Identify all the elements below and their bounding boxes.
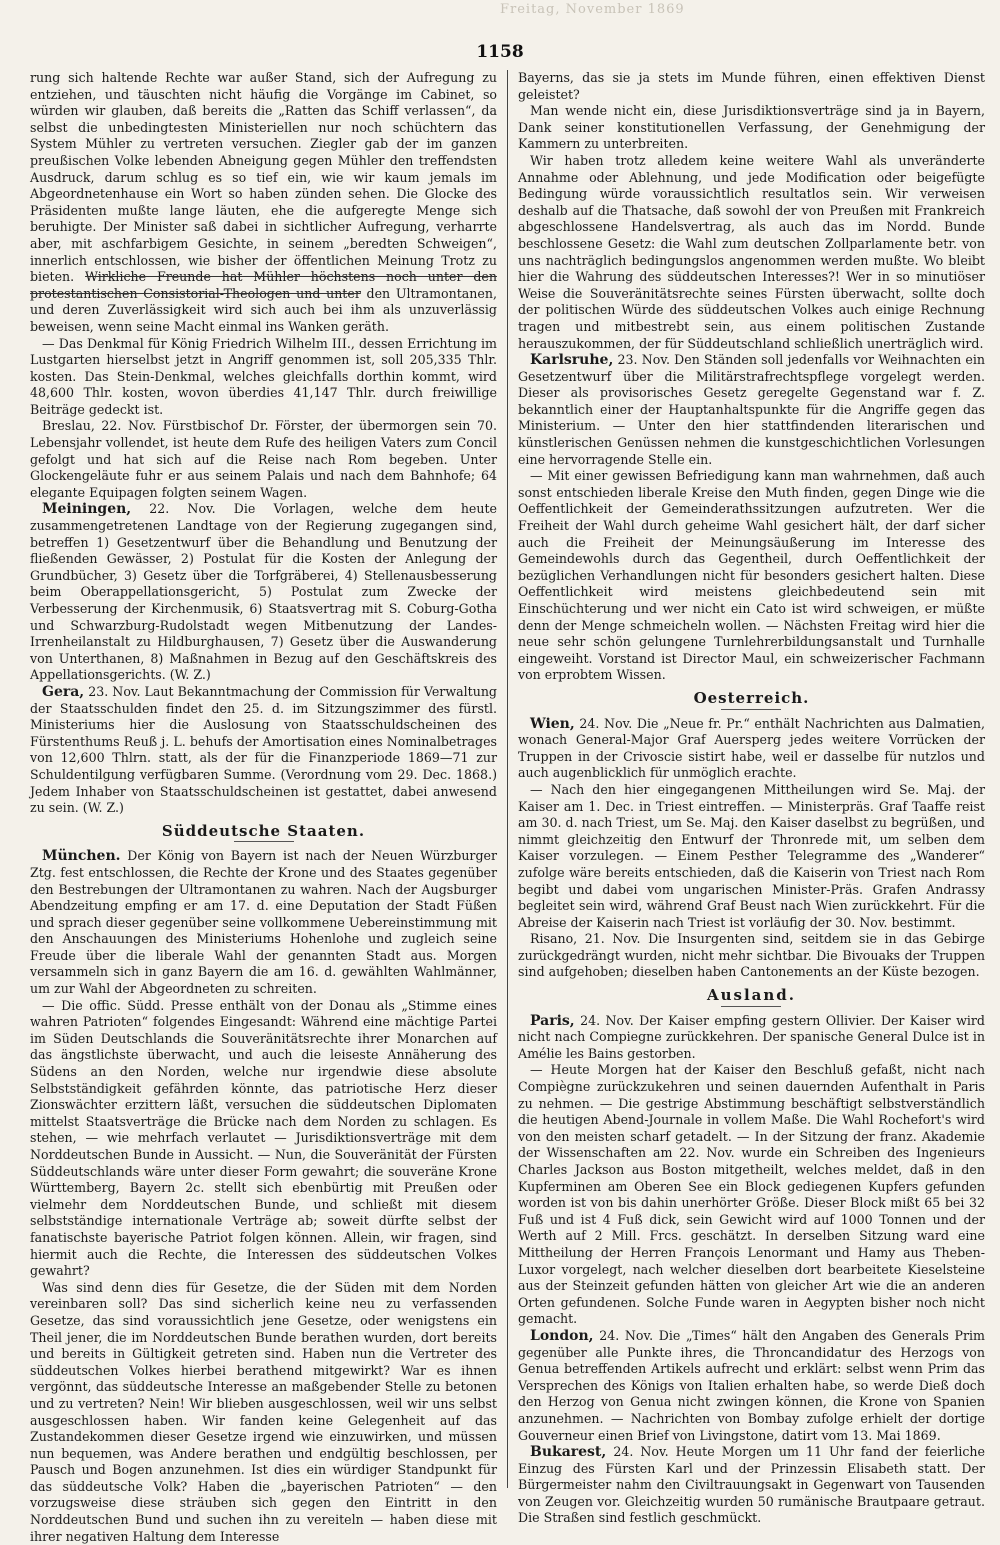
article-paragraph: Breslau, 22. Nov. Fürstbischof Dr. Förster, der übermorgen sein 70. Lebensjahr vollendet, ist heute dem Rufe des heiligen Vaters zum Concil gefolgt und hat sich auf die Reise nach Rom begeben. Unter Glockengeläute fuhr er aus seinem Palais und nach dem Bahnhofe; 64 elegante Equipagen folgten seinem Wagen. — [30, 418, 497, 500]
article-paragraph: Bayerns, das sie ja stets im Munde führen, einen effektiven Dienst geleistet? — [517, 70, 985, 102]
article-paragraph: — Das Denkmal für König Friedrich Wilhelm III., dessen Errichtung im Lustgarten hierselbst jetzt in Angriff genommen ist, soll 205,335 Thlr. kosten. Das Stein-Denkmal, welches gleichfalls dorthin kommt, wird 48,600 Thlr. kosten, wovon überdies 41,147 Thlr. durch freiwillige Beiträge gedeckt ist. — [30, 335, 497, 417]
dateline: Bukarest, — [529, 1444, 607, 1461]
dateline: Meiningen, — [42, 501, 132, 518]
article-paragraph: London, 24. Nov. Die „Times“ hält den Angaben des Generals Prim gegenüber alle Punkte ihres, die Throncandidatur des Herzogs von Genua betreffenden Artikels aufrecht und erklärt: selbst wenn Prim das Versprechen des Königs von Italien erhalten habe, so werde Dieß doch den Herzog von Genua nicht zwingen können, die Krone von Spanien anzunehmen. — Nachrichten von Bombay zufolge erhielt der dortige Gouverneur einen Brief von Livingstone, datirt vom 13. Mai 1869. — [517, 1327, 985, 1443]
article-paragraph: Wien, 24. Nov. Die „Neue fr. Pr.“ enthält Nachrichten aus Dalmatien, wonach General-Major Graf Auersperg jedes weitere Vorrücken der Truppen in der Crivoscie sistirt habe, weil er dasselbe für nutzlos und auch augenblicklich für unmöglich erachte. — [517, 715, 985, 781]
article-paragraph: — Die offic. Südd. Presse enthält von der Donau als „Stimme eines wahren Patrioten“ folgendes Eingesandt: Während eine mächtige Partei im Süden Deutschlands die Souveränitätsrechte ihrer Monarchen auf das ängstlichste überwacht, und auch die leiseste Annäherung des Südens an den Norden, welche nur irgendwie diese absolute Selbstständigkeit gefährden könnte, das patriotische Herz dieser Zionswächter erzittern läßt, versuchen die süddeutschen Diplomaten mittelst Staatsverträge die Brücke nach dem Norden zu schlagen. Es stehen, — wie mehrfach verlautet — Jurisdiktionsverträge mit dem Norddeutschen Bunde in Aussicht. — Nun, die Souveränität der Fürsten Süddeutschlands wäre unter dieser Form gewahrt; die souveräne Krone Württemberg, Bayern 2c. stellt sich ebenbürtig mit Preußen oder vielmehr dem Norddeutschen Bunde, und schließt mit diesem selbstständige internationale Verträge ab; soweit dürfte selbst der fanatischste bayerische Patriot folgen können. Allein, wir fragen, sind hiermit auch die Rechte, die Interessen des süddeutschen Volkes gewahrt? — [30, 997, 497, 1279]
article-paragraph: Meiningen, 22. Nov. Die Vorlagen, welche dem heute zusammengetretenen Landtage von der Regierung zugegangen sind, betreffen 1) Gesetzentwurf über die Behandlung und Benutzung der fließenden Gewässer, 2) Postulat für die Kosten der Anlegung der Grundbücher, 3) Gesetz über die Torfgräberei, 4) Stellenausbesserung beim Oberappellationsgericht, 5) Postulat zum Zwecke der Verbesserung der Kirchenmusik, 6) Staatsvertrag mit S. Coburg-Gotha und Schwarzburg-Rudolstadt wegen Mitbenutzung der Landes-Irrenheilanstalt zu Hildburghausen, 7) Gesetz über die Auswanderung von Unterthanen, 8) Maßnahmen in Bezug auf den Geschäftskreis des Appellationsgerichts. (W. Z.) — [30, 501, 498, 683]
page-number: 1158 — [476, 42, 524, 62]
right-column — [517, 70, 985, 1526]
article-paragraph: Was sind denn dies für Gesetze, die der Süden mit dem Norden vereinbaren soll? Das sind sicherlich keine neu zu verfassenden Gesetze, das sind voraussichtlich jene Gesetze, oder wenigstens ein Theil jener, die im Norddeutschen Bunde berathen wurden, dort bereits und bereits in Gültigkeit getreten sind. Haben nun die Vertreter des süddeutschen Volkes hierbei berathend mitgewirkt? War es ihnen vergönnt, das süddeutsche Interesse an maßgebender Stelle zu betonen und zu vertreten? Nein! Wir blieben ausgeschlossen, weil wir uns selbst ausgeschlossen haben. Wir fanden keine Gelegenheit auf das Zustandekommen dieser Gesetze irgend wie einzuwirken, und müssen nun bequemen, was Andere berathen und endgültig beschlossen, per Pausch und Bogen anzunehmen. Ist dies ein würdiger Standpunkt für das süddeutsche Volk? Haben die „bayerischen Patrioten“ — den vorzugsweise diese sträuben sich gegen den Eintritt in den Norddeutschen Bund und suchen ihn zu vereiteln — haben diese mit ihrer negativen Haltung dem Interesse — [30, 1279, 497, 1544]
dateline: Gera, — [42, 683, 85, 700]
text-columns — [30, 70, 985, 1544]
left-column — [30, 70, 498, 1544]
article-paragraph: Karlsruhe, 23. Nov. Den Ständen soll jedenfalls vor Weihnachten ein Gesetzentwurf über die Militärstrafrechtspflege vorgelegt werden. Dieser als provisorisches Gesetz geregelte Gegenstand war f. Z. bekanntlich einer der Hauptanhaltspunkte für die Angriffe gegen das Ministerium. — Unter den hier stattfindenden literarischen und künstlerischen Genüssen nehmen die kunstgeschichtlichen Vorlesungen eine hervorragende Stelle ein. — [517, 352, 985, 467]
article-paragraph: München. Der König von Bayern ist nach der Neuen Würzburger Ztg. fest entschlossen, die Rechte der Krone und des Staates gegenüber den Bestrebungen der Ultramontanen zu wahren. Nach der Augsburger Abendzeitung empfing er am 17. d. eine Deputation der Stadt Füßen und sprach dieser gegenüber seine vollkommene Uebereinstimmung mit den Anschauungen des Ministeriums Hohenlohe und zugleich seine Freude über die liberale Wahl der genannten Stadt aus. Morgen versammeln sich in ganz Bayern die am 16. d. gewählten Wahlmänner, um zur Wahl der Abgeordneten zu schreiten. — [30, 848, 497, 997]
section-heading: Oesterreich. — [518, 690, 985, 710]
article-paragraph: rung sich haltende Rechte war außer Stand, sich der Aufregung zu entziehen, und täuschten nicht häufig die Vorgänge im Cabinet, so würden wir glauben, daß bereits die „Ratten das Schiff verlassen“, da selbst die unbedingtesten Ministeriellen nur noch schüchtern das System Mühler zu vertreten versuchen. Ziegler gab der im ganzen preußischen Volke lebenden Abneigung gegen Mühler den treffendsten Ausdruck, darum schlug es so tief ein, wie wir kaum jemals im Abgeordnetenhause ein Wort so haben zünden sehen. Die Glocke des Präsidenten mußte lange läuten, ehe die aufgeregte Menge sich beruhigte. Der Minister saß dabei in sichtlicher Aufregung, verharrte aber, mit aschfarbigem Gesichte, in seinem „beredten Schweigen“, innerlich entschlossen, wie bisher der öffentlichen Meinung Trotz zu bieten. Wirkliche Freunde hat Mühler höchstens noch unter den protestantischen Consistorial-Theologen und unter den Ultramontanen, und deren Zuverlässigkeit wird sich auch bei ihm als unzuverlässig beweisen, wenn seine Macht einmal ins Wanken geräth. — [30, 70, 497, 334]
dateline: Karlsruhe, — [529, 352, 614, 369]
struck-through-text: Wirkliche Freunde hat Mühler höchstens noch unter den protestantischen Consistorial-Theologen und unter — [30, 269, 497, 301]
dateline: Wien, — [529, 715, 575, 732]
section-heading: Ausland. — [518, 987, 985, 1007]
article-paragraph: Risano, 21. Nov. Die Insurgenten sind, seitdem sie in das Gebirge zurückgedrängt wurden, nicht mehr sichtbar. Die Bivouaks der Truppen sind aufgehoben; dieselben haben Cantonements an der Küste bezogen. — [517, 931, 985, 980]
section-heading: Süddeutsche Staaten. — [30, 823, 497, 843]
article-paragraph: — Mit einer gewissen Befriedigung kann man wahrnehmen, daß auch sonst entschieden liberale Kreise den Muth finden, gegen Dinge wie die Oeffentlichkeit der Gemeinderathssitzungen aufzutreten. Wer die Freiheit der Wahl durch geheime Wahl gesichert hält, der darf sicher auch die Freiheit der Meinungsäußerung im Interesse des Gemeindewohls durch das Gegentheil, durch Oeffentlichkeit der bezüglichen Verhandlungen nicht für besonders gesichert halten. Diese Oeffentlichkeit wird meistens gleichbedeutend sein mit Einschüchterung und wer nicht ein Cato ist wird schweigen, er müßte denn der Menge schmeicheln wollen. — Nächsten Freitag wird hier die neue sehr schön gelungene Turnlehrerbildungsanstalt und Turnhalle eingeweiht. Vorstand ist Director Maul, ein schweizerischer Fachmann von erprobtem Wissen. — [517, 468, 985, 683]
article-paragraph: Man wende nicht ein, diese Jurisdiktionsverträge sind ja in Bayern, Dank seiner konstitutionellen Verfassung, der Genehmigung der Kammern zu unterbreiten. — [517, 103, 985, 152]
column-rule — [507, 70, 508, 1488]
dateline: Paris, — [529, 1012, 575, 1029]
article-paragraph: Gera, 23. Nov. Laut Bekanntmachung der Commission für Verwaltung der Staatsschulden findet den 25. d. im Sitzungszimmer des fürstl. Ministeriums hier die Auslosung von Staatsschuldscheinen des Fürstenthums Reuß j. L. behufs der Amortisation eines Nominalbetrages von 12,600 Thlrn. statt, als der für die Finanzperiode 1869—71 zur Schuldentilgung verfügbaren Summe. (Verordnung vom 29. Dec. 1868.) Jedem Inhaber von Staatsschuldscheinen ist gestattet, dabei anwesend zu sein. (W. Z.) — [30, 683, 497, 816]
dateline: London, — [529, 1327, 594, 1344]
faint-running-header: Freitag, November 1869 — [500, 2, 685, 17]
article-paragraph: — Heute Morgen hat der Kaiser den Beschluß gefaßt, nicht nach Compiègne zurückzukehren und seinen dauernden Aufenthalt in Paris zu nehmen. — Die gestrige Abstimmung beschäftigt selbstverständlich die heutigen Abend-Journale in vollem Maße. Die Wahl Rochefort's wird von den meisten scharf getadelt. — In der Sitzung der franz. Akademie der Wissenschaften am 22. Nov. wurde ein Schreiben des Ingenieurs Charles Jackson aus Boston mitgetheilt, welches meldet, daß in den Kupferminen am Oberen See ein Block gediegenen Kupfers gefunden worden ist von bis dahin unerhörter Größe. Dieser Block mißt 65 bei 32 Fuß und ist 4 Fuß dick, sein Gewicht wird auf 1000 Tonnen und der Werth auf 2 Mill. Frcs. geschätzt. In derselben Sitzung ward eine Mittheilung der Herren François Lenormant und Hamy aus Theben-Luxor vorgelegt, nach welcher dieselben dort bearbeitete Kieselsteine aus der Steinzeit gefunden hätten von gleicher Art wie die an anderen Orten gefundenen. Solche Funde waren in Aegypten bisher noch nicht gemacht. — [517, 1062, 985, 1327]
dateline: München. — [42, 848, 121, 865]
article-paragraph: — Nach den hier eingegangenen Mittheilungen wird Se. Maj. der Kaiser am 1. Dec. in Triest eintreffen. — Ministerpräs. Graf Taaffe reist am 30. d. nach Triest, um Se. Maj. den Kaiser daselbst zu begrüßen, und nimmt gleichzeitig den Entwurf der Thronrede mit, um selben dem Kaiser vorzulegen. — Einem Pesther Telegramme des „Wanderer“ zufolge wäre bereits entschieden, daß die Kaiserin von Triest nach Rom begibt und dabei vom ungarischen Minister-Präs. Grafen Andrassy begleitet sein wird, während Graf Beust nach Wien zurückkehrt. Für die Abreise der Kaiserin nach Triest ist vorläufig der 30. Nov. bestimmt. — [517, 781, 985, 930]
article-paragraph: Paris, 24. Nov. Der Kaiser empfing gestern Ollivier. Der Kaiser wird nicht nach Compiegne zurückkehren. Der spanische General Dulce ist in Amélie les Bains gestorben. — [517, 1012, 985, 1061]
article-paragraph: Bukarest, 24. Nov. Heute Morgen um 11 Uhr fand der feierliche Einzug des Fürsten Karl und der Prinzessin Elisabeth statt. Der Bürgermeister nahm den Civiltrauungsakt in Gegenwart von Tausenden von Zeugen vor. Gleichzeitig wurden 50 rumänische Brautpaare getraut. Die Straßen sind festlich geschmückt. — [517, 1444, 985, 1526]
article-paragraph: Wir haben trotz alledem keine weitere Wahl als unveränderte Annahme oder Ablehnung, und jede Modification oder beigefügte Bedingung würde voraussichtlich resultatlos sein. Wir verweisen deshalb auf die Thatsache, daß sowohl der von Preußen mit Frankreich abgeschlossene Handelsvertrag, als auch das im Nordd. Bunde beschlossene Gesetz: die Wahl zum deutschen Zollparlamente betr. von uns nachträglich bedingungslos angenommen werden mußte. Wo bleibt hier die Wahrung des süddeutschen Interesses?! Wer in so minutiöser Weise die Souveränitätsrechte seines Fürsten überwacht, sollte doch der politischen Würde des süddeutschen Volkes auch einige Rechnung tragen und mitbestrebt sein, aus einem politischen Zustande herauszukommen, der für Süddeutschland schließlich unerträglich wird. — [517, 152, 985, 351]
